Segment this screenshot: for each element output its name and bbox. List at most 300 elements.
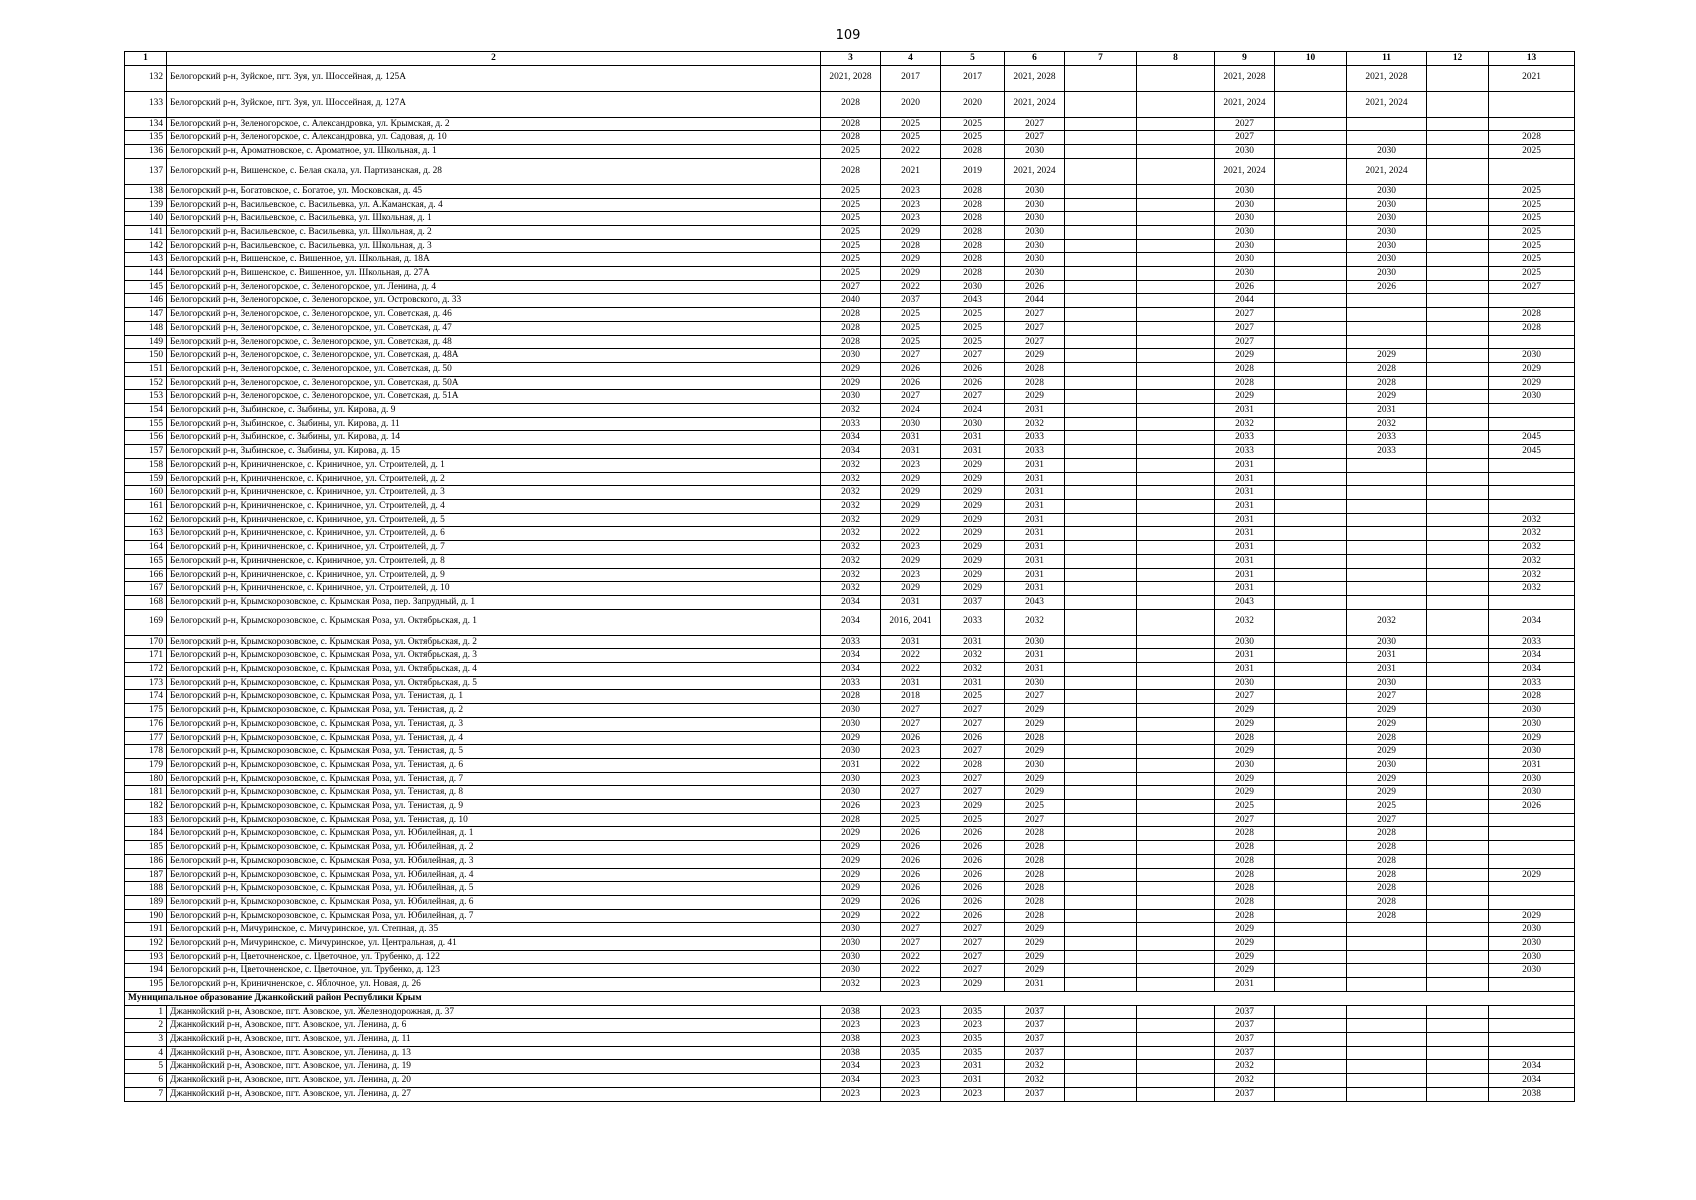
year-cell: 2023 <box>821 1019 881 1033</box>
year-cell <box>1065 772 1137 786</box>
row-number-cell: 187 <box>125 868 167 882</box>
address-cell: Белогорский р-н, Зуйское, пгт. Зуя, ул. Шоссейная, д. 127А <box>167 91 821 117</box>
year-cell <box>1137 117 1215 131</box>
address-cell: Белогорский р-н, Крымскорозовское, с. Крымская Роза, ул. Тенистая, д. 10 <box>167 813 821 827</box>
row-number-cell: 188 <box>125 882 167 896</box>
address-cell: Белогорский р-н, Зеленогорское, с. Александровка, ул. Садовая, д. 10 <box>167 131 821 145</box>
year-cell <box>1427 376 1489 390</box>
year-cell <box>1347 527 1427 541</box>
year-cell: 2030 <box>1489 772 1575 786</box>
year-cell: 2023 <box>941 1019 1005 1033</box>
year-cell: 2033 <box>1489 676 1575 690</box>
year-cell: 2026 <box>1347 280 1427 294</box>
year-cell: 2030 <box>821 786 881 800</box>
year-cell <box>1137 745 1215 759</box>
address-cell: Белогорский р-н, Крымскорозовское, с. Крымская Роза, ул. Октябрьская, д. 3 <box>167 649 821 663</box>
year-cell: 2025 <box>821 225 881 239</box>
year-cell: 2030 <box>821 937 881 951</box>
year-cell <box>1275 499 1347 513</box>
table-row <box>125 91 1575 117</box>
year-cell: 2028 <box>1489 690 1575 704</box>
year-cell: 2029 <box>1215 717 1275 731</box>
year-cell: 2032 <box>821 404 881 418</box>
year-cell: 2030 <box>881 417 941 431</box>
year-cell <box>1347 472 1427 486</box>
table-row <box>125 131 1575 145</box>
year-cell <box>1489 895 1575 909</box>
year-cell <box>1427 568 1489 582</box>
year-cell: 2029 <box>1005 745 1065 759</box>
year-cell <box>1427 280 1489 294</box>
year-cell <box>1275 663 1347 677</box>
year-cell: 2029 <box>1215 786 1275 800</box>
row-number-cell: 185 <box>125 841 167 855</box>
year-cell: 2029 <box>821 868 881 882</box>
year-cell <box>1489 978 1575 992</box>
year-cell <box>1427 950 1489 964</box>
table-row <box>125 308 1575 322</box>
address-cell: Белогорский р-н, Богатовское, с. Богатое, ул. Московская, д. 45 <box>167 184 821 198</box>
address-cell: Белогорский р-н, Зуйское, пгт. Зуя, ул. Шоссейная, д. 125А <box>167 65 821 91</box>
year-cell <box>1065 267 1137 281</box>
year-cell <box>1275 1033 1347 1047</box>
year-cell: 2029 <box>1347 786 1427 800</box>
table-row <box>125 1046 1575 1060</box>
year-cell: 2029 <box>941 499 1005 513</box>
year-cell <box>1427 91 1489 117</box>
year-cell: 2023 <box>881 1005 941 1019</box>
year-cell: 2026 <box>881 854 941 868</box>
year-cell <box>1427 595 1489 609</box>
year-cell <box>1065 198 1137 212</box>
year-cell: 2026 <box>941 895 1005 909</box>
row-number-cell: 147 <box>125 308 167 322</box>
year-cell: 2025 <box>821 239 881 253</box>
year-cell: 2025 <box>881 131 941 145</box>
row-number-cell: 161 <box>125 499 167 513</box>
year-cell: 2023 <box>881 568 941 582</box>
year-cell: 2028 <box>1005 362 1065 376</box>
year-cell <box>1137 225 1215 239</box>
address-cell: Белогорский р-н, Мичуринское, с. Мичуринское, ул. Центральная, д. 41 <box>167 937 821 951</box>
year-cell <box>1065 145 1137 159</box>
year-cell <box>1137 417 1215 431</box>
year-cell <box>1065 541 1137 555</box>
year-cell <box>1065 184 1137 198</box>
year-cell: 2034 <box>821 595 881 609</box>
table-row <box>125 239 1575 253</box>
year-cell: 2027 <box>1005 131 1065 145</box>
year-cell: 2028 <box>881 239 941 253</box>
table-row <box>125 731 1575 745</box>
year-cell <box>1275 486 1347 500</box>
year-cell <box>1065 854 1137 868</box>
table-row <box>125 595 1575 609</box>
year-cell <box>1137 868 1215 882</box>
year-cell: 2029 <box>1005 786 1065 800</box>
row-number-cell: 178 <box>125 745 167 759</box>
year-cell <box>1489 841 1575 855</box>
address-cell: Белогорский р-н, Зеленогорское, с. Александровка, ул. Крымская, д. 2 <box>167 117 821 131</box>
row-number-cell: 155 <box>125 417 167 431</box>
year-cell <box>1427 1033 1489 1047</box>
year-cell: 2031 <box>1005 458 1065 472</box>
year-cell: 2029 <box>1005 923 1065 937</box>
year-cell <box>1065 225 1137 239</box>
year-cell <box>1065 1046 1137 1060</box>
year-cell: 2029 <box>1489 731 1575 745</box>
year-cell: 2029 <box>881 253 941 267</box>
page-number: 109 <box>835 28 861 43</box>
year-cell: 2030 <box>1347 225 1427 239</box>
year-cell: 2030 <box>1489 745 1575 759</box>
year-cell: 2026 <box>881 376 941 390</box>
year-cell: 2034 <box>821 431 881 445</box>
year-cell: 2031 <box>881 431 941 445</box>
address-cell: Белогорский р-н, Крымскорозовское, с. Крымская Роза, ул. Тенистая, д. 4 <box>167 731 821 745</box>
year-cell <box>1137 854 1215 868</box>
year-cell <box>1347 950 1427 964</box>
year-cell: 2022 <box>881 663 941 677</box>
year-cell: 2027 <box>1215 131 1275 145</box>
year-cell <box>1137 909 1215 923</box>
address-cell: Белогорский р-н, Зеленогорское, с. Зеленогорское, ул. Советская, д. 48А <box>167 349 821 363</box>
year-cell: 2028 <box>1347 854 1427 868</box>
year-cell: 2027 <box>941 950 1005 964</box>
year-cell: 2030 <box>1005 239 1065 253</box>
year-cell: 2026 <box>881 882 941 896</box>
year-cell: 2031 <box>941 1074 1005 1088</box>
year-cell: 2031 <box>1005 582 1065 596</box>
year-cell <box>1065 923 1137 937</box>
table-row <box>125 472 1575 486</box>
year-cell: 2027 <box>941 964 1005 978</box>
row-number-cell: 189 <box>125 895 167 909</box>
table-row <box>125 541 1575 555</box>
year-cell <box>1347 554 1427 568</box>
table-row <box>125 841 1575 855</box>
row-number-cell: 137 <box>125 158 167 184</box>
year-cell <box>1427 827 1489 841</box>
address-cell: Белогорский р-н, Криничненское, с. Криничное, ул. Строителей, д. 9 <box>167 568 821 582</box>
row-number-cell: 160 <box>125 486 167 500</box>
table-row <box>125 431 1575 445</box>
year-cell <box>1065 568 1137 582</box>
year-cell: 2029 <box>881 582 941 596</box>
year-cell: 2030 <box>821 349 881 363</box>
table-row <box>125 390 1575 404</box>
year-cell: 2030 <box>1489 717 1575 731</box>
year-cell <box>1065 362 1137 376</box>
year-cell <box>1427 335 1489 349</box>
table-row <box>125 854 1575 868</box>
year-cell: 2022 <box>881 758 941 772</box>
year-cell <box>1065 472 1137 486</box>
year-cell: 2027 <box>1005 690 1065 704</box>
year-cell: 2027 <box>881 937 941 951</box>
year-cell <box>1347 937 1427 951</box>
table-row <box>125 786 1575 800</box>
year-cell: 2030 <box>821 923 881 937</box>
row-number-cell: 179 <box>125 758 167 772</box>
year-cell: 2045 <box>1489 445 1575 459</box>
address-cell: Белогорский р-н, Криничненское, с. Криничное, ул. Строителей, д. 8 <box>167 554 821 568</box>
table-row <box>125 184 1575 198</box>
year-cell: 2022 <box>881 527 941 541</box>
row-number-cell: 1 <box>125 1005 167 1019</box>
year-cell: 2031 <box>941 676 1005 690</box>
year-cell <box>1347 1074 1427 1088</box>
year-cell <box>1275 541 1347 555</box>
year-cell: 2037 <box>1215 1005 1275 1019</box>
year-cell <box>1137 1019 1215 1033</box>
year-cell <box>1489 458 1575 472</box>
year-cell <box>1347 1087 1427 1101</box>
year-cell: 2030 <box>1489 704 1575 718</box>
year-cell: 2029 <box>1489 376 1575 390</box>
year-cell: 2023 <box>881 1060 941 1074</box>
year-cell: 2035 <box>941 1046 1005 1060</box>
year-cell: 2027 <box>941 772 1005 786</box>
year-cell <box>1137 731 1215 745</box>
row-number-cell: 176 <box>125 717 167 731</box>
year-cell <box>1347 1033 1427 1047</box>
year-cell: 2043 <box>1005 595 1065 609</box>
year-cell: 2031 <box>1215 486 1275 500</box>
year-cell: 2028 <box>821 91 881 117</box>
row-number-cell: 156 <box>125 431 167 445</box>
table-row <box>125 649 1575 663</box>
year-cell <box>1347 582 1427 596</box>
year-cell <box>1275 91 1347 117</box>
year-cell: 2031 <box>1215 978 1275 992</box>
year-cell: 2028 <box>1347 731 1427 745</box>
year-cell <box>1347 1046 1427 1060</box>
year-cell: 2028 <box>1005 841 1065 855</box>
row-number-cell: 158 <box>125 458 167 472</box>
year-cell <box>1065 731 1137 745</box>
year-cell: 2028 <box>821 117 881 131</box>
year-cell <box>1427 431 1489 445</box>
year-cell <box>1065 895 1137 909</box>
year-cell <box>1275 758 1347 772</box>
year-cell: 2023 <box>881 458 941 472</box>
year-cell <box>1065 582 1137 596</box>
year-cell: 2026 <box>941 868 1005 882</box>
row-number-cell: 163 <box>125 527 167 541</box>
year-cell: 2029 <box>1005 704 1065 718</box>
year-cell <box>1275 717 1347 731</box>
year-cell: 2028 <box>1347 909 1427 923</box>
row-number-cell: 191 <box>125 923 167 937</box>
year-cell <box>1065 91 1137 117</box>
year-cell: 2029 <box>881 486 941 500</box>
year-cell: 2028 <box>941 253 1005 267</box>
year-cell: 2026 <box>881 868 941 882</box>
year-cell: 2030 <box>821 964 881 978</box>
row-number-cell: 6 <box>125 1074 167 1088</box>
year-cell: 2016, 2041 <box>881 609 941 635</box>
year-cell <box>1065 1087 1137 1101</box>
address-cell: Джанкойский р-н, Азовское, пгт. Азовское, ул. Ленина, д. 13 <box>167 1046 821 1060</box>
year-cell <box>1427 294 1489 308</box>
year-cell: 2028 <box>941 145 1005 159</box>
year-cell: 2027 <box>941 923 1005 937</box>
row-number-cell: 157 <box>125 445 167 459</box>
year-cell: 2025 <box>881 117 941 131</box>
year-cell: 2024 <box>881 404 941 418</box>
year-cell <box>1065 663 1137 677</box>
year-cell: 2028 <box>1347 882 1427 896</box>
year-cell: 2021, 2028 <box>821 65 881 91</box>
year-cell: 2024 <box>941 404 1005 418</box>
table-row <box>125 335 1575 349</box>
section-title: Муниципальное образование Джанкойский район Республики Крым <box>125 991 1575 1005</box>
row-number-cell: 143 <box>125 253 167 267</box>
year-cell <box>1275 882 1347 896</box>
year-cell <box>1489 486 1575 500</box>
year-cell <box>1137 1033 1215 1047</box>
year-cell <box>1489 595 1575 609</box>
year-cell: 2030 <box>1347 145 1427 159</box>
year-cell: 2032 <box>1215 1060 1275 1074</box>
year-cell: 2028 <box>821 335 881 349</box>
year-cell: 2029 <box>941 568 1005 582</box>
year-cell <box>1275 1060 1347 1074</box>
year-cell <box>1427 321 1489 335</box>
year-cell <box>1347 568 1427 582</box>
year-cell: 2033 <box>1005 445 1065 459</box>
year-cell: 2027 <box>941 717 1005 731</box>
year-cell: 2027 <box>1215 117 1275 131</box>
year-cell: 2037 <box>881 294 941 308</box>
address-cell: Белогорский р-н, Крымскорозовское, с. Крымская Роза, ул. Тенистая, д. 8 <box>167 786 821 800</box>
year-cell <box>1275 950 1347 964</box>
row-number-cell: 171 <box>125 649 167 663</box>
table-row <box>125 882 1575 896</box>
year-cell: 2029 <box>1215 923 1275 937</box>
year-cell: 2029 <box>1005 937 1065 951</box>
year-cell <box>1065 1019 1137 1033</box>
year-cell <box>1065 745 1137 759</box>
year-cell <box>1065 294 1137 308</box>
year-cell: 2033 <box>1347 431 1427 445</box>
year-cell: 2043 <box>941 294 1005 308</box>
year-cell <box>1065 253 1137 267</box>
year-cell: 2031 <box>1215 513 1275 527</box>
year-cell <box>1275 458 1347 472</box>
address-cell: Белогорский р-н, Крымскорозовское, с. Крымская Роза, ул. Тенистая, д. 1 <box>167 690 821 704</box>
table-row <box>125 486 1575 500</box>
year-cell: 2028 <box>1005 882 1065 896</box>
year-cell: 2028 <box>821 321 881 335</box>
year-cell: 2028 <box>941 212 1005 226</box>
year-cell: 2025 <box>881 321 941 335</box>
address-cell: Белогорский р-н, Крымскорозовское, с. Крымская Роза, ул. Юбилейная, д. 7 <box>167 909 821 923</box>
year-cell: 2030 <box>1347 253 1427 267</box>
year-cell: 2023 <box>881 800 941 814</box>
year-cell: 2025 <box>941 321 1005 335</box>
row-number-cell: 184 <box>125 827 167 841</box>
address-cell: Белогорский р-н, Вишенское, с. Вишенное, ул. Школьная, д. 18А <box>167 253 821 267</box>
table-row <box>125 362 1575 376</box>
year-cell: 2033 <box>1347 445 1427 459</box>
year-cell: 2031 <box>1005 404 1065 418</box>
table-row <box>125 458 1575 472</box>
year-cell: 2032 <box>821 499 881 513</box>
year-cell <box>1427 649 1489 663</box>
year-cell: 2023 <box>881 184 941 198</box>
year-cell: 2022 <box>881 649 941 663</box>
year-cell <box>1427 676 1489 690</box>
year-cell <box>1275 212 1347 226</box>
year-cell: 2027 <box>941 786 1005 800</box>
year-cell: 2034 <box>821 663 881 677</box>
year-cell <box>1137 308 1215 322</box>
table-row <box>125 923 1575 937</box>
year-cell: 2027 <box>941 704 1005 718</box>
year-cell <box>1427 212 1489 226</box>
year-cell: 2037 <box>1215 1046 1275 1060</box>
table-row <box>125 937 1575 951</box>
year-cell <box>1275 690 1347 704</box>
year-cell <box>1347 294 1427 308</box>
year-cell <box>1065 1033 1137 1047</box>
year-cell <box>1347 978 1427 992</box>
year-cell: 2026 <box>1215 280 1275 294</box>
row-number-cell: 170 <box>125 635 167 649</box>
row-number-cell: 134 <box>125 117 167 131</box>
year-cell: 2025 <box>1489 212 1575 226</box>
row-number-cell: 146 <box>125 294 167 308</box>
row-number-cell: 7 <box>125 1087 167 1101</box>
address-cell: Джанкойский р-н, Азовское, пгт. Азовское, ул. Ленина, д. 20 <box>167 1074 821 1088</box>
year-cell: 2021, 2028 <box>1215 65 1275 91</box>
year-cell: 2029 <box>821 854 881 868</box>
row-number-cell: 151 <box>125 362 167 376</box>
year-cell: 2026 <box>821 800 881 814</box>
table-row <box>125 704 1575 718</box>
year-cell: 2031 <box>1215 568 1275 582</box>
year-cell <box>1489 499 1575 513</box>
address-cell: Белогорский р-н, Цветочненское, с. Цветочное, ул. Трубенко, д. 122 <box>167 950 821 964</box>
year-cell: 2033 <box>821 417 881 431</box>
year-cell <box>1427 964 1489 978</box>
year-cell <box>1427 349 1489 363</box>
row-number-cell: 149 <box>125 335 167 349</box>
year-cell: 2029 <box>1215 964 1275 978</box>
year-cell: 2034 <box>1489 649 1575 663</box>
year-cell: 2029 <box>941 472 1005 486</box>
year-cell: 2030 <box>821 745 881 759</box>
year-cell <box>1137 1060 1215 1074</box>
year-cell: 2026 <box>941 827 1005 841</box>
year-cell <box>1275 131 1347 145</box>
year-cell <box>1489 335 1575 349</box>
year-cell: 2025 <box>1489 253 1575 267</box>
year-cell <box>1427 854 1489 868</box>
year-cell <box>1347 499 1427 513</box>
address-cell: Белогорский р-н, Ароматновское, с. Ароматное, ул. Школьная, д. 1 <box>167 145 821 159</box>
year-cell <box>1427 704 1489 718</box>
year-cell: 2032 <box>821 978 881 992</box>
row-number-cell: 145 <box>125 280 167 294</box>
year-cell <box>1275 362 1347 376</box>
address-cell: Белогорский р-н, Цветочненское, с. Цветочное, ул. Трубенко, д. 123 <box>167 964 821 978</box>
year-cell <box>1137 431 1215 445</box>
year-cell: 2027 <box>941 937 1005 951</box>
column-header: 13 <box>1489 52 1575 66</box>
